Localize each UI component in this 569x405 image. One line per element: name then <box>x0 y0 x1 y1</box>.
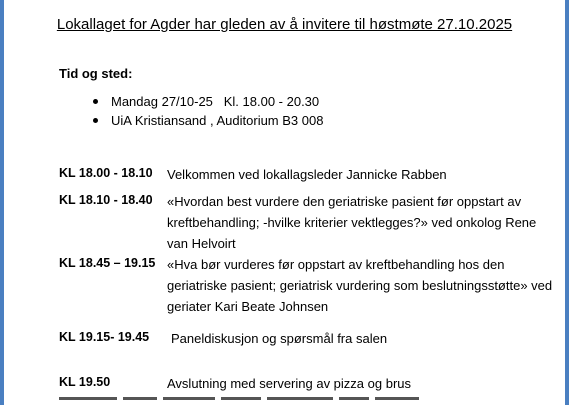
cropped-text-line <box>59 397 439 405</box>
time-place-label: Tid og sted: <box>59 66 133 81</box>
time-place-item <box>88 111 323 130</box>
time-place-text: UiA Kristiansand , Auditorium B3 008 <box>111 113 324 128</box>
invitation-heading: Lokallaget for Agder har gleden av å invitere til høstmøte 27.10.2025 <box>56 16 513 33</box>
time-place-item <box>88 92 323 111</box>
bullet-icon <box>93 99 98 104</box>
bullet-icon <box>93 118 98 123</box>
program-time: KL 19.50 <box>59 375 111 389</box>
page-border-right <box>565 0 569 405</box>
program-time: KL 18.45 – 19.15 <box>59 256 156 270</box>
program-description: Velkommen ved lokallagsleder Jannicke Rabben <box>167 167 447 182</box>
program-description: «Hva bør vurderes før oppstart av kreftbehandling hos den geriatriske pasient; geriatrisk vurdering som beslutningsstøtte» ved geriater Kari Beate Johnsen <box>167 257 553 314</box>
time-place-text: Mandag 27/10-25 Kl. 18.00 - 20.30 <box>111 94 320 109</box>
program-description: Avslutning med servering av pizza og brus <box>167 376 411 391</box>
program-time: KL 19.15- 19.45 <box>59 330 150 344</box>
document-page <box>4 0 565 405</box>
time-place-list <box>88 92 323 130</box>
program-time: KL 18.00 - 18.10 <box>59 166 153 180</box>
program-description: «Hvordan best vurdere den geriatriske pasient før oppstart av kreftbehandling; -hvilke kriterier vektlegges?» ved onkolog Rene van Helvoirt <box>167 194 537 251</box>
program-description: Paneldiskusjon og spørsmål fra salen <box>171 331 388 346</box>
program-time: KL 18.10 - 18.40 <box>59 193 153 207</box>
